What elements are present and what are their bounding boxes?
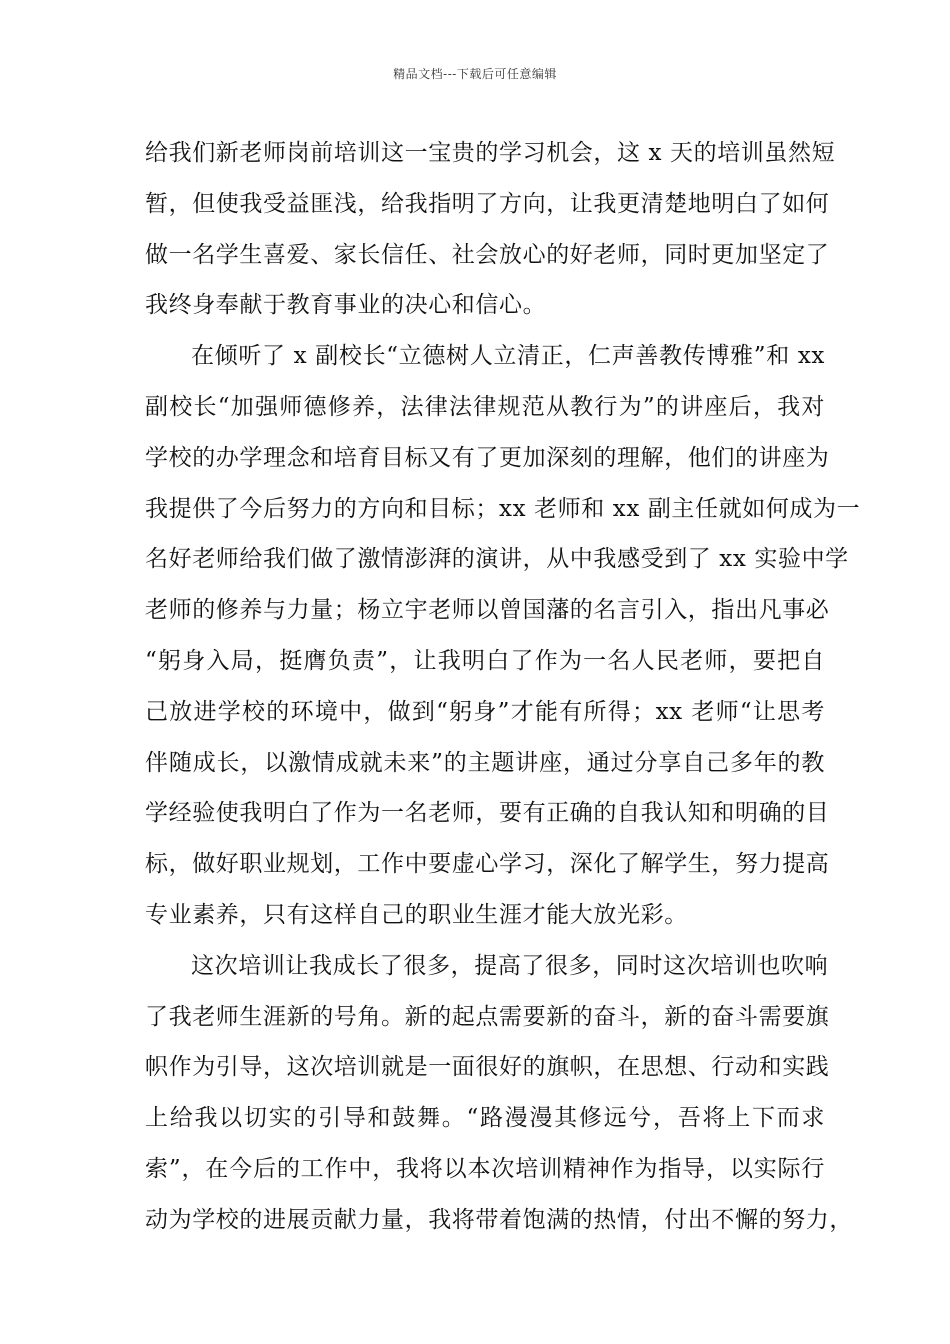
text-line: 学校的办学理念和培育目标又有了更加深刻的理解，他们的讲座为 [145,444,830,471]
paragraph-first-line: 在倾听了 x 副校长“立德树人立清正，仁声善教传博雅”和 xx [191,343,825,370]
text-line: 给我们新老师岗前培训这一宝贵的学习机会，这 x 天的培训虽然短 [145,140,836,166]
text-line: 上给我以切实的引导和鼓舞。“路漫漫其修远兮，吾将上下而求 [145,1105,825,1132]
text-line: 索”，在今后的工作中，我将以本次培训精神作为指导，以实际行 [145,1155,825,1182]
text-line: 帜作为引导，这次培训就是一面很好的旗帜，在思想、行动和实践 [145,1054,830,1081]
text-line: 暂，但使我受益匪浅，给我指明了方向，让我更清楚地明白了如何 [145,190,830,217]
paragraph-first-line: 这次培训让我成长了很多，提高了很多，同时这次培训也吹响 [191,952,829,979]
document-body [145,128,861,1246]
text-line: 做一名学生喜爱、家长信任、社会放心的好老师，同时更加坚定了 [145,241,830,268]
text-line: 动为学校的进展贡献力量，我将带着饱满的热情，付出不懈的努力， [145,1206,853,1233]
text-line: 专业素养，只有这样自己的职业生涯才能大放光彩。 [145,901,688,928]
text-line: “躬身入局，挺膺负责”，让我明白了作为一名人民老师，要把自 [145,647,825,674]
text-line: 伴随成长，以激情成就未来”的主题讲座，通过分享自己多年的教 [145,749,825,776]
page-header: 精品文档---下载后可任意编辑 [393,67,557,81]
text-line: 学经验使我明白了作为一名老师，要有正确的自我认知和明确的目 [145,800,830,827]
text-line: 了我老师生涯新的号角。新的起点需要新的奋斗，新的奋斗需要旗 [145,1003,830,1030]
text-line: 副校长“加强师德修养，法律法律规范从教行为”的讲座后，我对 [145,393,825,420]
text-line: 老师的修养与力量；杨立宇老师以曾国藩的名言引入，指出凡事必 [145,597,830,624]
text-line: 标，做好职业规划，工作中要虚心学习，深化了解学生，努力提高 [145,851,830,878]
text-line: 己放进学校的环境中，做到“躬身”才能有所得；xx 老师“让思考 [145,698,825,725]
text-line: 我提供了今后努力的方向和目标；xx 老师和 xx 副主任就如何成为一 [145,495,861,522]
text-line: 我终身奉献于教育事业的决心和信心。 [145,292,547,319]
text-line: 名好老师给我们做了激情澎湃的演讲，从中我感受到了 xx 实验中学 [145,546,849,573]
